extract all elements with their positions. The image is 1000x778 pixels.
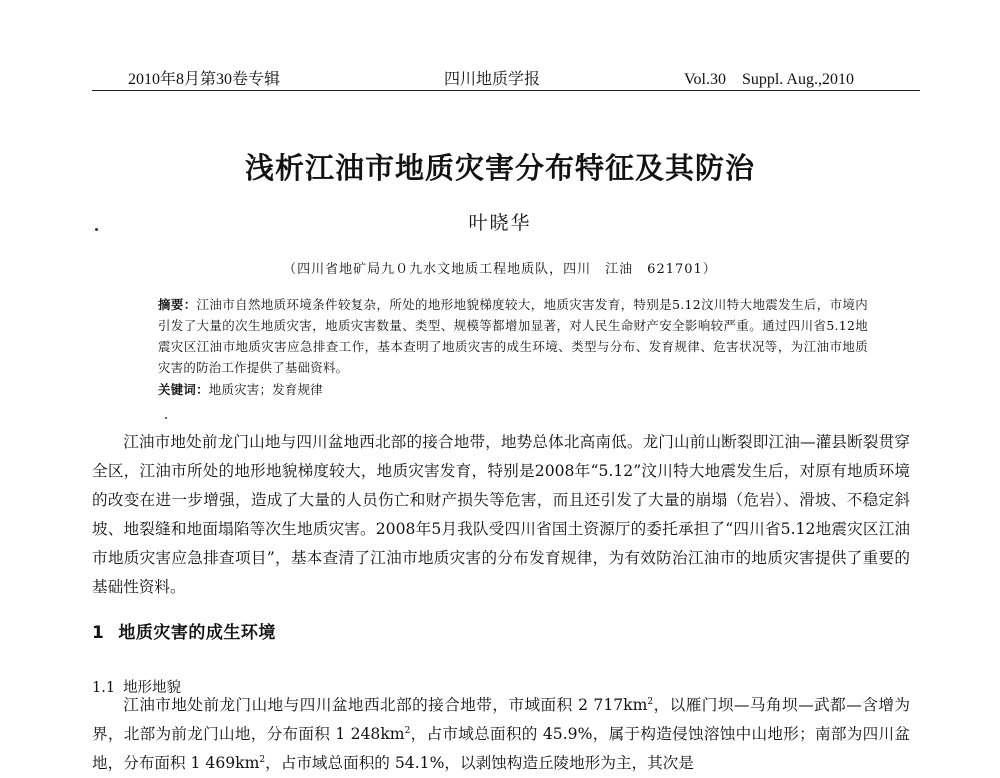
- subsection-title: 地形地貌: [123, 680, 182, 696]
- intro-text: 江油市地处前龙门山地与四川盆地西北部的接合地带，地势总体北高南低。龙门山前山断裂即江油—灌县断裂贯穿全区，江油市所处的地形地貌梯度较大，地质灾害发育，特别是2008年“5.12”汶川特大地震发生后，对原有地质环境的改变在进一步增强，造成了大量的人员伤亡和财产损失等危害，而且还引发了大量的崩塌（危岩）、滑坡、不稳定斜坡、地裂缝和地面塌陷等次生地质灾害。2008年5月我队受四川省国土资源厅的委托承担了“四川省5.12地震灾区江油市地质灾害应急排查项目”，基本查清了江油市地质灾害的分布发育规律，为有效防治江油市的地质灾害提供了重要的基础性资料。: [92, 433, 910, 596]
- volume-info: Vol.30 Suppl. Aug.,2010: [684, 71, 854, 88]
- keywords: [158, 379, 858, 400]
- terrain-paragraph: [92, 691, 910, 778]
- paper-title: 浅析江油市地质灾害分布特征及其防治: [244, 151, 755, 185]
- keywords-label: 关键词：: [158, 382, 209, 397]
- intro-paragraph: [92, 428, 910, 602]
- superscript: 2: [404, 725, 411, 736]
- subsection-number: 1.1: [92, 680, 116, 696]
- author-affiliation: （四川省地矿局九０九水文地质工程地质队，四川 江油 621701）: [283, 262, 717, 277]
- abstract-text: 江油市自然地质环境条件较复杂，所处的地形地貌梯度较大，地质灾害发育，特别是5.12汶川特大地震发生后，市境内引发了大量的次生地质灾害，地质灾害数量、类型、规模等都增加显著，对人民生命财产安全影响较严重。通过四川省5.12地震灾区江油市地质灾害应急排查工作，基本查明了地质灾害的成生环境、类型与分布、发育规律、危害状况等，为江油市地质灾害的防治工作提供了基础资料。: [158, 297, 868, 375]
- section-heading: [92, 618, 276, 643]
- section-title: 地质灾害的成生环境: [118, 623, 276, 643]
- superscript: 2: [259, 754, 266, 765]
- abstract-label: 摘要：: [158, 297, 197, 312]
- terrain-text-1: 江油市地处前龙门山地与四川盆地西北部的接合地带，市域面积 2 717km: [123, 696, 648, 714]
- journal-name: 四川地质学报: [444, 71, 541, 88]
- author-name: 叶晓华: [468, 212, 532, 234]
- section-number: 1: [92, 623, 105, 643]
- terrain-text-3: ，占市域总面积的 45.9%，属于构造侵蚀溶蚀中山地形；南部为四川盆地，分布面积 1 469km: [92, 725, 910, 772]
- scan-speck: [165, 417, 167, 419]
- running-header: [92, 66, 920, 88]
- journal-issue: 2010年8月第30卷专辑: [128, 71, 281, 88]
- header-rule: [92, 90, 920, 91]
- terrain-text-2: ，以雁门坝—马角坝—武都—含增为界，北部为前龙门山地，分布面积 1 248km: [92, 696, 910, 743]
- superscript: 2: [647, 696, 654, 707]
- keywords-text: 地质灾害；发育规律: [208, 382, 323, 397]
- abstract: [128, 294, 868, 378]
- terrain-text-4: ，占市域总面积的 54.1%，以剥蚀构造丘陵地形为主，其次是: [265, 754, 694, 772]
